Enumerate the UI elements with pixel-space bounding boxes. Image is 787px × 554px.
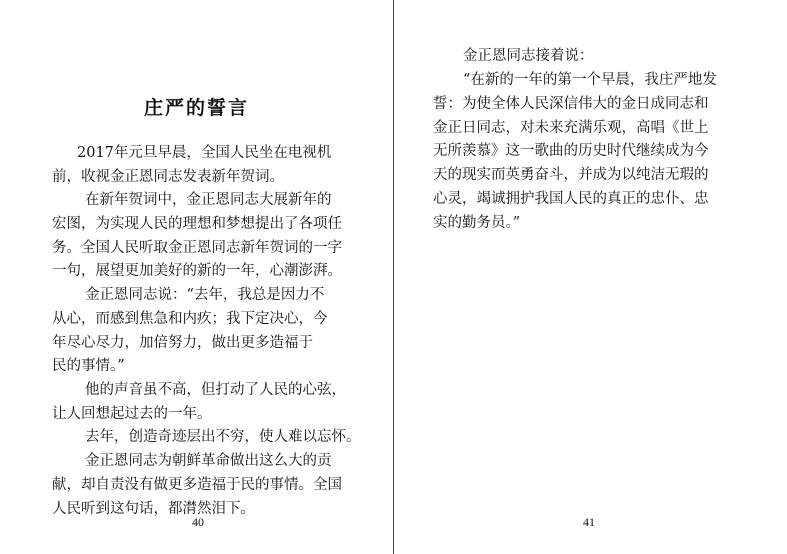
text-line: 在新年贺词中，金正恩同志大展新年的 <box>85 192 332 208</box>
text-line: 2017年元旦早晨，全国人民坐在电视机 <box>77 145 332 161</box>
paragraph <box>433 69 717 236</box>
text-line: 他的声音虽不高，但打动了人民的心弦， <box>85 382 346 398</box>
text-line: 年尽心尽力，加倍努力，做出更多造福于 <box>52 334 313 351</box>
text-line: 誓：为使全体人民深信伟大的金日成同志和 <box>433 95 709 112</box>
paragraph <box>433 45 594 69</box>
text-line: 去年，创造奇迹层出不穷，使人难以忘怀。 <box>85 429 361 445</box>
text-line: 无所羡慕》这一歌曲的历史时代继续成为今 <box>433 143 709 160</box>
page-number: 41 <box>583 515 595 529</box>
text-line: 心灵，竭诚拥护我国人民的真正的忠仆、忠 <box>433 190 709 207</box>
text-line: 天的现实而英勇奋斗，并成为以纯洁无瑕的 <box>433 167 709 184</box>
text-line: 金正日同志，对未来充满乐观，高唱《世上 <box>433 119 709 136</box>
paragraph <box>52 142 331 190</box>
text-line: 民的事情。” <box>52 358 125 375</box>
text-line: 前，收视金正恩同志发表新年贺词。 <box>52 168 284 185</box>
paragraph <box>52 189 342 284</box>
text-line: 金正恩同志接着说： <box>463 48 594 64</box>
text-line: 献，却自责没有做更多造福于民的事情。全国 <box>52 476 342 493</box>
paragraph <box>52 426 361 450</box>
text-line: 宏图，为实现人民的理想和梦想提出了各项任 <box>52 215 342 232</box>
chapter-title: 庄严的誓言 <box>143 97 249 119</box>
text-line: 让人回想起过去的一年。 <box>52 405 212 422</box>
text-line: 人民听到这句话，都潸然泪下。 <box>52 500 255 517</box>
right-page <box>394 0 787 554</box>
text-line: 实的勤务员。” <box>433 214 521 231</box>
text-line: 金正恩同志说：“去年，我总是因力不 <box>85 287 325 303</box>
page-number: 40 <box>192 515 204 529</box>
text-line: 务。全国人民听取金正恩同志新年贺词的一字 <box>52 239 342 256</box>
text-line: 从心，而感到焦急和内疚；我下定决心，今 <box>52 310 328 327</box>
paragraph <box>52 450 342 521</box>
left-page <box>0 0 393 554</box>
text-line: 一句，展望更加美好的新的一年，心潮澎湃。 <box>52 263 342 280</box>
text-line: “在新的一年的第一个早晨，我庄严地发 <box>463 72 717 88</box>
paragraph <box>52 284 328 379</box>
paragraph <box>52 379 346 427</box>
text-line: 金正恩同志为朝鲜革命做出这么大的贡 <box>85 453 332 469</box>
